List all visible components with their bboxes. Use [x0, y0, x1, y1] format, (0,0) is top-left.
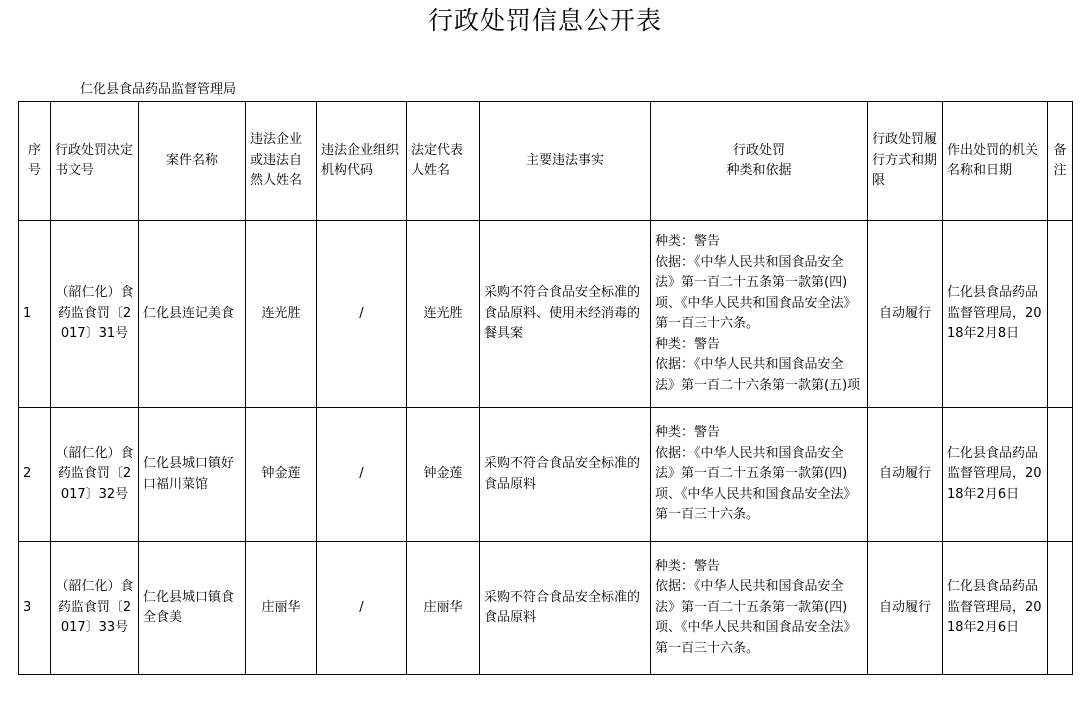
cell-penalty [651, 408, 868, 542]
cell-org-code: / [317, 221, 407, 408]
penalty-line: 依据：《中华人民共和国食品安全法》第一百二十五条第一款第(四)项、《中华人民共和国食品安全法》第一百三十六条。 [655, 254, 857, 331]
cell-doc-no: （韶仁化）食药监食罚〔2017〕32号 [51, 408, 139, 542]
cell-authority: 仁化县食品药品监督管理局，2018年2月8日 [943, 221, 1048, 408]
cell-violator: 钟金莲 [246, 408, 317, 542]
cell-facts: 采购不符合食品安全标准的食品原料、使用未经消毒的餐具案 [480, 221, 651, 408]
header-penalty-line1: 行政处罚 [732, 142, 785, 158]
cell-seq: 3 [19, 542, 51, 675]
cell-seq: 1 [19, 221, 51, 408]
header-note: 备注 [1048, 102, 1073, 221]
cell-execution: 自动履行 [868, 221, 943, 408]
header-case-name: 案件名称 [139, 102, 246, 221]
header-legal-rep: 法定代表人姓名 [407, 102, 480, 221]
table-row [19, 408, 1073, 542]
page-title: 行政处罚信息公开表 [427, 6, 662, 35]
cell-doc-no: （韶仁化）食药监食罚〔2017〕33号 [51, 542, 139, 675]
header-authority: 作出处罚的机关名称和日期 [943, 102, 1048, 221]
cell-execution: 自动履行 [868, 542, 943, 675]
cell-org-code: / [317, 542, 407, 675]
cell-facts: 采购不符合食品安全标准的食品原料 [480, 408, 651, 542]
cell-authority: 仁化县食品药品监督管理局，2018年2月6日 [943, 408, 1048, 542]
cell-execution: 自动履行 [868, 408, 943, 542]
table-row [19, 221, 1073, 408]
cell-doc-no: （韶仁化）食药监食罚〔2017〕31号 [51, 221, 139, 408]
penalty-line: 依据：《中华人民共和国食品安全法》第一百二十六条第一款第(五)项 [655, 357, 861, 393]
cell-seq: 2 [19, 408, 51, 542]
header-penalty-line2: 种类和依据 [726, 163, 792, 178]
cell-case-name: 仁化县连记美食 [139, 221, 246, 408]
table-row [19, 542, 1073, 675]
penalty-line: 种类：警告 [655, 336, 721, 352]
header-violator: 违法企业或违法自然人姓名 [246, 102, 317, 221]
cell-penalty [651, 542, 868, 675]
cell-case-name: 仁化县城口镇好口福川菜馆 [139, 408, 246, 542]
cell-legal-rep: 庄丽华 [407, 542, 480, 675]
cell-note [1048, 221, 1073, 408]
cell-legal-rep: 钟金莲 [407, 408, 480, 542]
cell-facts: 采购不符合食品安全标准的食品原料 [480, 542, 651, 675]
cell-legal-rep: 连光胜 [407, 221, 480, 408]
cell-org-code: / [317, 408, 407, 542]
header-facts: 主要违法事实 [480, 102, 651, 221]
cell-note [1048, 542, 1073, 675]
header-org-code: 违法企业组织机构代码 [317, 102, 407, 221]
agency-name: 仁化县食品药品监督管理局 [80, 82, 237, 97]
cell-note [1048, 408, 1073, 542]
penalty-line: 依据：《中华人民共和国食品安全法》第一百二十五条第一款第(四)项、《中华人民共和国食品安全法》第一百三十六条。 [655, 445, 857, 523]
cell-violator: 庄丽华 [246, 542, 317, 675]
header-seq: 序号 [19, 102, 51, 221]
cell-authority: 仁化县食品药品监督管理局，2018年2月6日 [943, 542, 1048, 675]
penalty-line: 种类：警告 [655, 425, 721, 441]
penalty-line: 种类：警告 [655, 234, 721, 249]
penalty-line: 依据：《中华人民共和国食品安全法》第一百二十五条第一款第(四)项、《中华人民共和国食品安全法》第一百三十六条。 [655, 579, 857, 656]
penalty-line: 种类：警告 [655, 558, 721, 574]
cell-penalty [651, 221, 868, 408]
cell-violator: 连光胜 [246, 221, 317, 408]
header-row [19, 102, 1073, 221]
header-penalty [651, 102, 868, 221]
header-doc-no: 行政处罚决定书文号 [51, 102, 139, 221]
penalty-table [18, 101, 1073, 675]
header-execution: 行政处罚履行方式和期限 [868, 102, 943, 221]
cell-case-name: 仁化县城口镇食全食美 [139, 542, 246, 675]
